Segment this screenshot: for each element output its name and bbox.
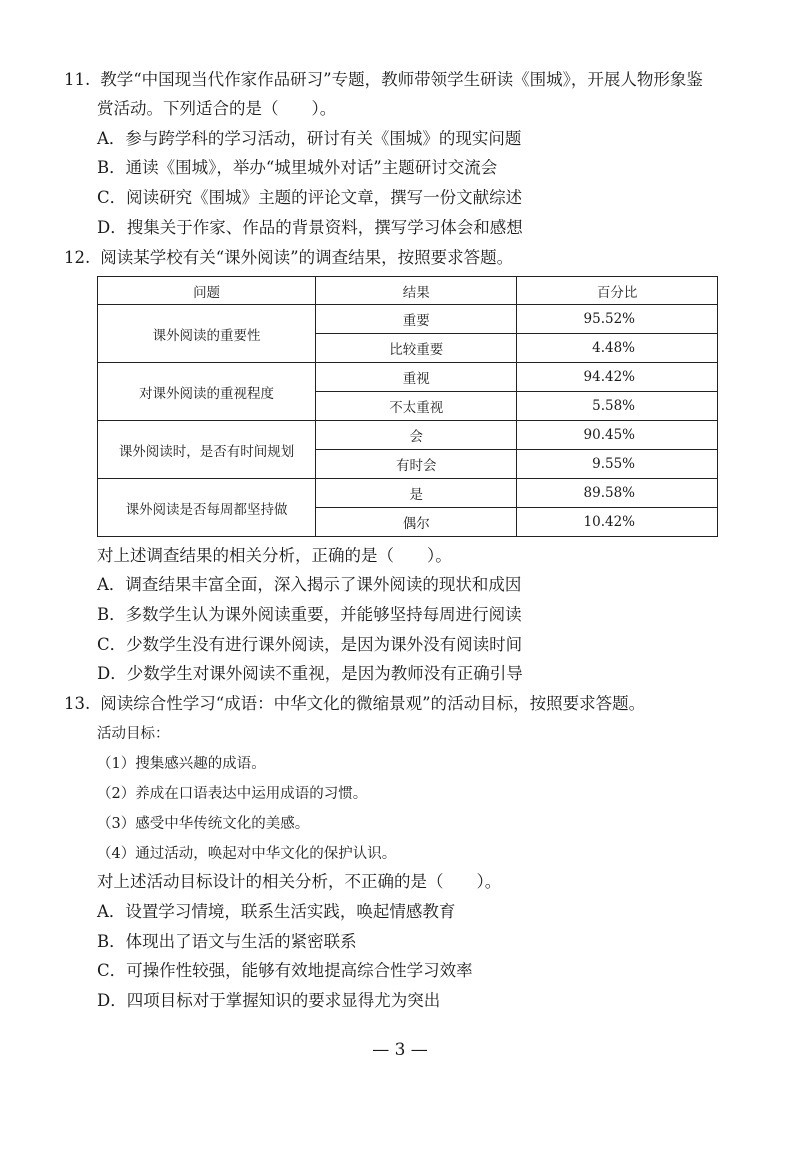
q12-option-b: B．多数学生认为课外阅读重要，并能够坚持每周进行阅读: [97, 605, 522, 624]
q13-goals-title: 活动目标：: [97, 726, 170, 742]
q12-option-a: A．调查结果丰富全面，深入揭示了课外阅读的现状和成因: [97, 575, 522, 594]
percent-cell: 95.52%: [517, 305, 718, 334]
table-header-row: [98, 277, 718, 305]
q13-option-a: A．设置学习情境，联系生活实践，唤起情感教育: [97, 902, 456, 921]
q12-prompt: 对上述调查结果的相关分析，正确的是（ ）。: [97, 546, 452, 565]
question-cell: 课外阅读时，是否有时间规划: [98, 421, 316, 479]
q11-option-a: A．参与跨学科的学习活动，研讨有关《围城》的现实问题: [97, 129, 522, 148]
percent-cell: 9.55%: [517, 450, 718, 479]
q13-prompt: 对上述活动目标设计的相关分析，不正确的是（ ）。: [97, 872, 502, 891]
table-row: [98, 479, 718, 508]
header-percent: 百分比: [517, 277, 718, 305]
result-cell: 重要: [316, 305, 517, 334]
result-cell: 是: [316, 479, 517, 508]
q11-option-c: C．阅读研究《围城》主题的评论文章，撰写一份文献综述: [97, 188, 523, 207]
q12-stem: 12. 阅读某学校有关“课外阅读”的调查结果，按照要求答题。: [64, 246, 513, 270]
q13-number: 13.: [64, 694, 91, 713]
q11-option-d: D．搜集关于作家、作品的背景资料，撰写学习体会和感想: [97, 218, 523, 237]
header-question: 问题: [98, 277, 316, 305]
percent-cell: 89.58%: [517, 479, 718, 508]
percent-cell: 90.45%: [517, 421, 718, 450]
percent-cell: 94.42%: [517, 363, 718, 392]
table-row: [98, 363, 718, 392]
q11-stem-line2: 赏活动。下列适合的是（ ）。: [97, 99, 337, 118]
q13-goal-4: （4）通过活动，唤起对中华文化的保护认识。: [97, 846, 397, 862]
result-cell: 偶尔: [316, 508, 517, 537]
survey-table: [97, 276, 718, 537]
q12-option-c: C．少数学生没有进行课外阅读，是因为课外没有阅读时间: [97, 635, 523, 654]
question-cell: 课外阅读的重要性: [98, 305, 316, 363]
page-number: — 3 —: [372, 1040, 428, 1060]
result-cell: 重视: [316, 363, 517, 392]
q11-number: 11.: [64, 70, 91, 89]
table-row: [98, 305, 718, 334]
question-cell: 课外阅读是否每周都坚持做: [98, 479, 316, 537]
q13-goal-3: （3）感受中华传统文化的美感。: [97, 816, 310, 832]
q13-option-c: C．可操作性较强，能够有效地提高综合性学习效率: [97, 961, 473, 980]
result-cell: 不太重视: [316, 392, 517, 421]
q12-option-d: D．少数学生对课外阅读不重视，是因为教师没有正确引导: [97, 664, 523, 683]
result-cell: 会: [316, 421, 517, 450]
q11-option-b: B．通读《围城》，举办“城里城外对话”主题研讨交流会: [97, 158, 498, 177]
q13-stem: 13. 阅读综合性学习“成语：中华文化的微缩景观”的活动目标，按照要求答题。: [64, 692, 645, 716]
q13-goal-2: （2）养成在口语表达中运用成语的习惯。: [97, 786, 368, 802]
q13-option-b: B．体现出了语文与生活的紧密联系: [97, 932, 357, 951]
q13-option-d: D．四项目标对于掌握知识的要求显得尤为突出: [97, 991, 441, 1010]
percent-cell: 5.58%: [517, 392, 718, 421]
result-cell: 有时会: [316, 450, 517, 479]
q12-number: 12.: [64, 248, 91, 267]
question-cell: 对课外阅读的重视程度: [98, 363, 316, 421]
percent-cell: 4.48%: [517, 334, 718, 363]
header-result: 结果: [316, 277, 517, 305]
table-row: [98, 421, 718, 450]
q11-stem-line1: 11. 教学“中国现当代作家作品研习”专题，教师带领学生研读《围城》，开展人物形象鉴: [64, 68, 703, 92]
result-cell: 比较重要: [316, 334, 517, 363]
q13-goal-1: （1）搜集感兴趣的成语。: [97, 756, 266, 772]
percent-cell: 10.42%: [517, 508, 718, 537]
